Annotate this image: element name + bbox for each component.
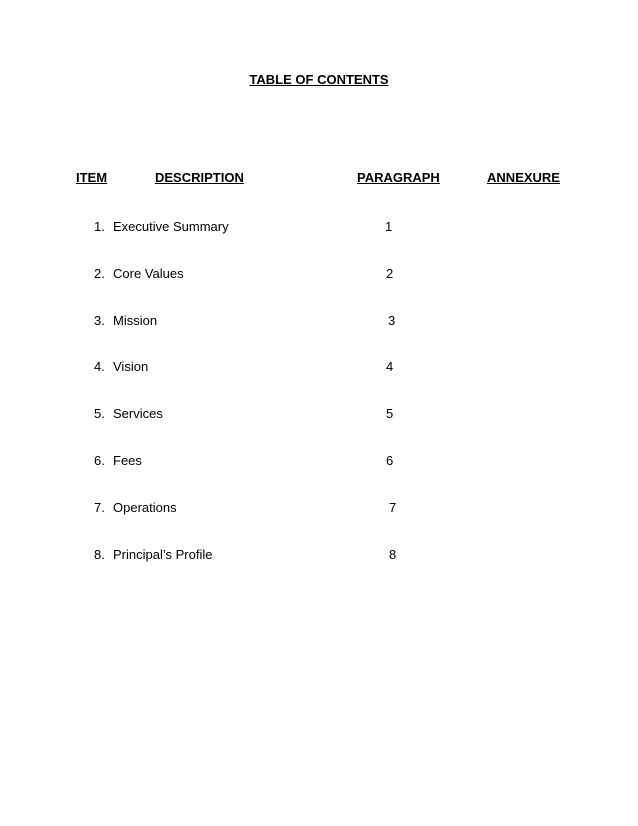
toc-row — [0, 266, 638, 284]
column-header-description: DESCRIPTION — [155, 170, 244, 185]
page-title: TABLE OF CONTENTS — [249, 72, 389, 87]
toc-row — [0, 313, 638, 331]
toc-row-description: Principal’s Profile — [113, 547, 213, 562]
toc-row-number: 2. — [94, 266, 105, 281]
toc-row — [0, 406, 638, 424]
toc-row-paragraph: 4 — [386, 359, 394, 374]
toc-row-description: Vision — [113, 359, 149, 374]
toc-row-paragraph: 3 — [388, 313, 396, 328]
column-header-annexure: ANNEXURE — [487, 170, 560, 185]
toc-row-paragraph: 2 — [386, 266, 394, 281]
toc-row-description: Fees — [113, 453, 142, 468]
toc-row-description: Core Values — [113, 266, 184, 281]
toc-row-number: 3. — [94, 313, 105, 328]
column-header-item: ITEM — [76, 170, 108, 185]
toc-row-description: Services — [113, 406, 163, 421]
toc-row — [0, 453, 638, 471]
column-header-paragraph: PARAGRAPH — [357, 170, 440, 185]
toc-row-paragraph: 8 — [389, 547, 397, 562]
toc-row-description: Executive Summary — [113, 219, 229, 234]
toc-row-description: Operations — [113, 500, 177, 515]
toc-row — [0, 359, 638, 377]
toc-row-number: 4. — [94, 359, 105, 374]
toc-row — [0, 547, 638, 565]
toc-row-paragraph: 7 — [389, 500, 397, 515]
toc-row-description: Mission — [113, 313, 158, 328]
toc-row-number: 5. — [94, 406, 105, 421]
toc-row-number: 8. — [94, 547, 105, 562]
toc-row-number: 7. — [94, 500, 105, 515]
toc-row — [0, 219, 638, 237]
toc-row-paragraph: 6 — [386, 453, 394, 468]
toc-row — [0, 500, 638, 518]
toc-row-paragraph: 1 — [385, 219, 393, 234]
toc-row-paragraph: 5 — [386, 406, 394, 421]
toc-row-number: 1. — [94, 219, 105, 234]
toc-row-number: 6. — [94, 453, 105, 468]
